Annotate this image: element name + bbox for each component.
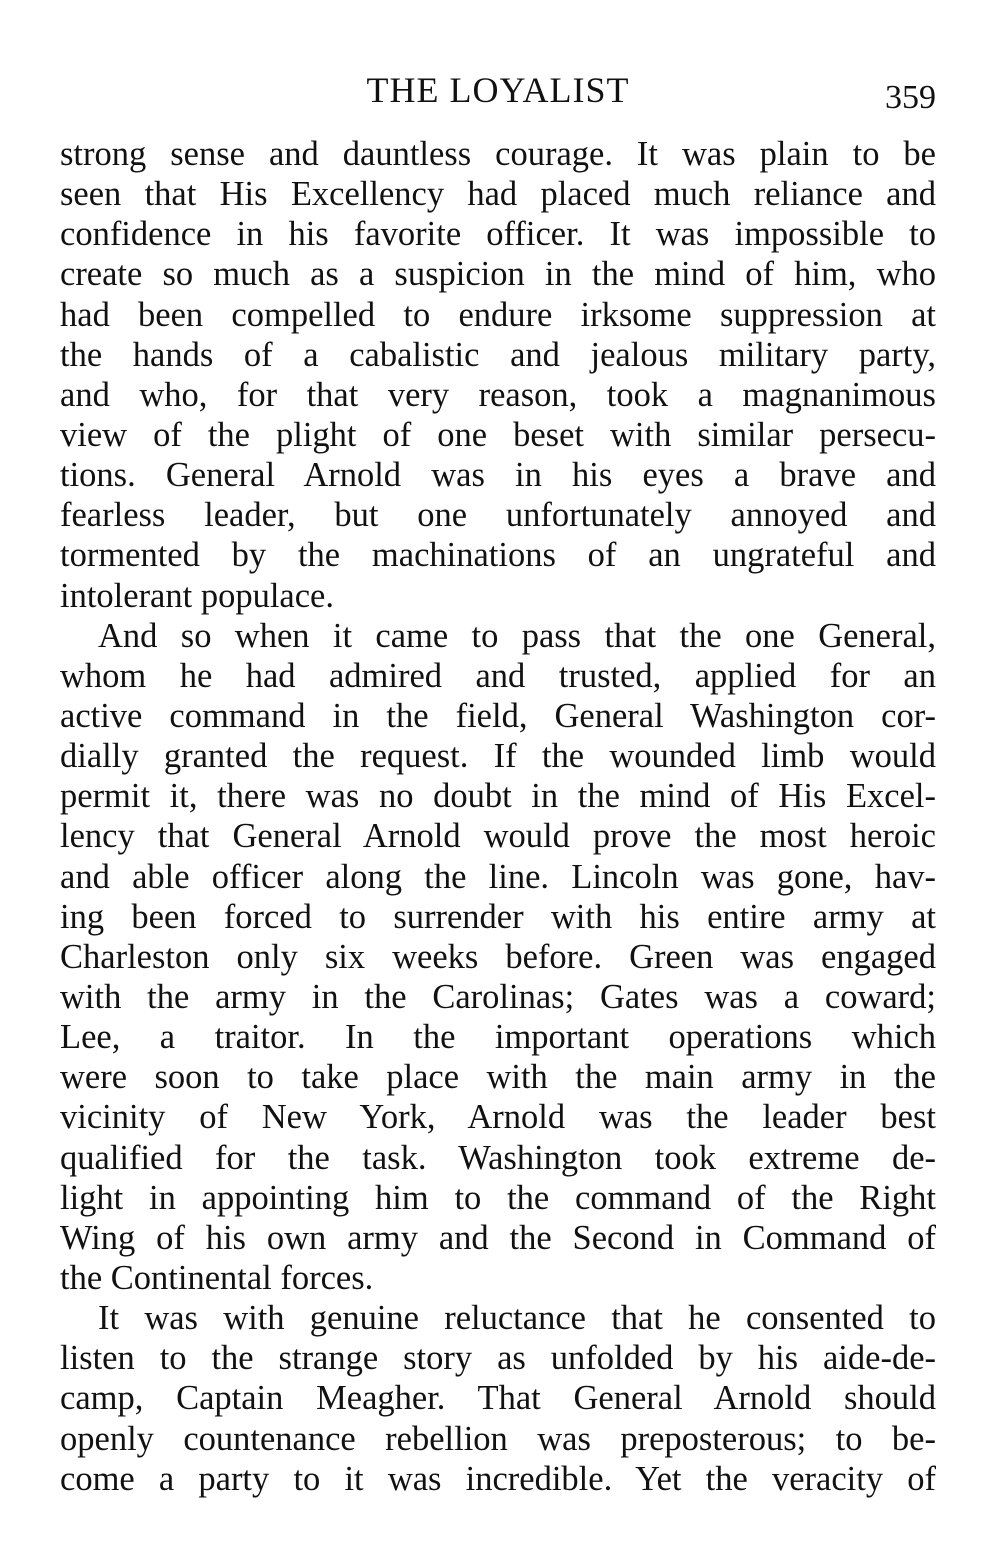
page-number: 359 [885, 79, 936, 116]
text-line: the hands of a cabalistic and jealous military party, [60, 335, 936, 374]
text-line: seen that His Excellency had placed much reliance and [60, 175, 936, 214]
text-line: camp, Captain Meagher. That General Arnold should [60, 1379, 936, 1418]
text-line: tormented by the machinations of an ungrateful and [60, 536, 936, 575]
text-line: view of the plight of one beset with similar persecu- [60, 415, 936, 454]
text-line: had been compelled to endure irksome suppression at [60, 295, 936, 334]
text-line: and who, for that very reason, took a magnanimous [60, 375, 936, 414]
text-line: with the army in the Carolinas; Gates was a coward; [60, 977, 936, 1016]
text-line: confidence in his favorite officer. It was impossible to [60, 215, 936, 254]
text-line: vicinity of New York, Arnold was the leader best [60, 1098, 936, 1137]
text-line: come a party to it was incredible. Yet the veracity of [60, 1459, 936, 1498]
running-head [60, 66, 936, 114]
text-line: whom he had admired and trusted, applied for an [60, 656, 936, 695]
text-line: the Continental forces. [60, 1258, 374, 1297]
text-line: Wing of his own army and the Second in Command of [60, 1218, 936, 1257]
text-line: light in appointing him to the command of the Right [60, 1178, 936, 1217]
text-line: tions. General Arnold was in his eyes a brave and [60, 456, 936, 495]
text-line: create so much as a suspicion in the mind of him, who [60, 255, 936, 294]
text-line: permit it, there was no doubt in the mind of His Excel- [60, 777, 936, 816]
text-line: intolerant populace. [60, 576, 334, 615]
text-line: fearless leader, but one unfortunately annoyed and [60, 496, 936, 535]
text-line: openly countenance rebellion was preposterous; to be- [60, 1419, 936, 1458]
text-line: It was with genuine reluctance that he consented to [98, 1299, 936, 1338]
text-line: and able officer along the line. Lincoln was gone, hav- [60, 857, 936, 896]
body-text [60, 134, 936, 1499]
text-line: listen to the strange story as unfolded by his aide-de- [60, 1339, 936, 1378]
text-line: dially granted the request. If the wounded limb would [60, 737, 936, 776]
text-line: qualified for the task. Washington took extreme de- [60, 1138, 936, 1177]
text-line: Charleston only six weeks before. Green was engaged [60, 937, 936, 976]
text-line: strong sense and dauntless courage. It was plain to be [60, 135, 936, 173]
running-title: THE LOYALIST [366, 70, 630, 110]
text-line: And so when it came to pass that the one General, [98, 616, 936, 655]
text-line: Lee, a traitor. In the important operations which [60, 1018, 936, 1057]
text-line: lency that General Arnold would prove the most heroic [60, 817, 936, 856]
text-line: ing been forced to surrender with his entire army at [60, 897, 936, 936]
text-line: active command in the field, General Washington cor- [60, 696, 936, 735]
text-line: were soon to take place with the main army in the [60, 1058, 936, 1097]
